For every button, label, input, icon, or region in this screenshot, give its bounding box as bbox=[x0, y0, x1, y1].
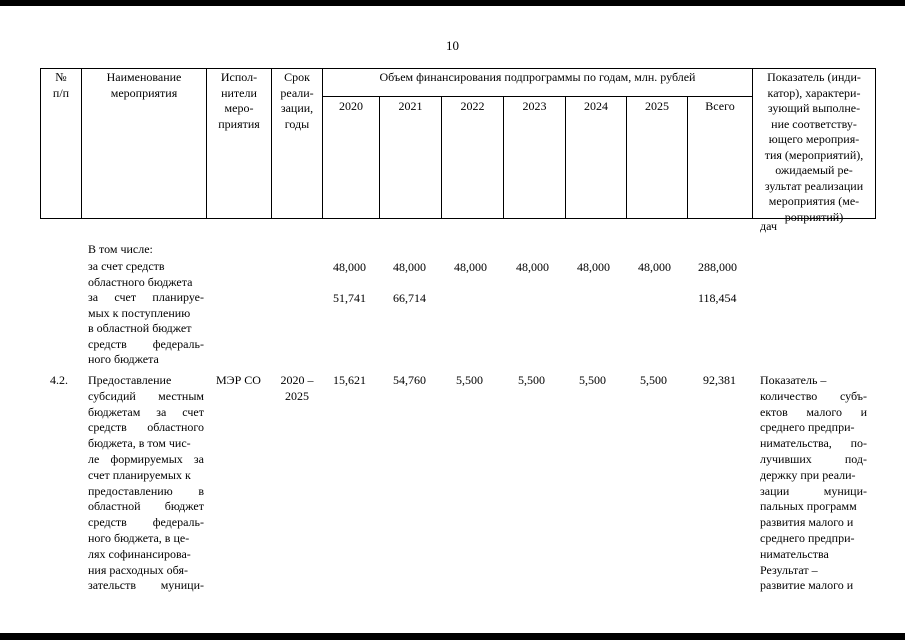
value-2023: 5,500 bbox=[518, 373, 545, 387]
top-border bbox=[0, 0, 905, 6]
value-2021: 54,760 bbox=[393, 373, 426, 387]
value-2021: 48,000 bbox=[393, 260, 426, 274]
header-year-2020: 2020 bbox=[339, 99, 363, 113]
intro-text: В том числе: bbox=[88, 242, 153, 256]
header-funding-title: Объем финансирования подпрограммы по годам, млн. рублей bbox=[379, 70, 696, 84]
value-total: 118,454 bbox=[698, 291, 737, 305]
value-2024: 48,000 bbox=[577, 260, 610, 274]
value-total: 288,000 bbox=[698, 260, 737, 274]
indicator-carry-over: дач bbox=[760, 219, 777, 233]
header-term: Срок реали- зации, годы bbox=[280, 70, 314, 131]
value-2023: 48,000 bbox=[516, 260, 549, 274]
header-executor: Испол- нители меро- приятия bbox=[218, 70, 260, 131]
header-num: № п/п bbox=[52, 70, 70, 100]
header-name: Наименование мероприятия bbox=[106, 70, 182, 100]
value-2022: 48,000 bbox=[454, 260, 487, 274]
item-name: Предоставление субсидий местным бюджетам за счет средств областного бюджета, в том чис- ле формируемых за счет планируемых к предоставлению в областной бюджет средств федераль- ного бюджета, в це- лях софинансирова- ния расходных обя- зательств муници- bbox=[88, 373, 204, 593]
value-2025: 5,500 bbox=[640, 373, 667, 387]
header-total: Всего bbox=[705, 99, 735, 113]
header-indicator: Показатель (инди- катор), характери- зующий выполне- ние соответству- ющего мероприя- тия (мероприятий), ожидаемый ре- зультат реализации мероприятия (ме- роприятий) bbox=[764, 70, 864, 224]
header-year-2021: 2021 bbox=[398, 99, 423, 113]
value-2020: 51,741 bbox=[333, 291, 366, 305]
value-2022: 5,500 bbox=[456, 373, 483, 387]
item-executor: МЭР СО bbox=[216, 373, 261, 387]
value-2024: 5,500 bbox=[579, 373, 606, 387]
header-year-2022: 2022 bbox=[460, 99, 485, 113]
item-term: 2020 – 2025 bbox=[280, 373, 314, 403]
header-year-2023: 2023 bbox=[522, 99, 547, 113]
row-name: за счет средств областного бюджета bbox=[88, 259, 193, 289]
value-2025: 48,000 bbox=[638, 260, 671, 274]
item-number: 4.2. bbox=[50, 373, 68, 387]
bottom-border bbox=[0, 633, 905, 640]
value-total: 92,381 bbox=[703, 373, 736, 387]
header-year-2024: 2024 bbox=[584, 99, 608, 113]
value-2021: 66,714 bbox=[393, 291, 426, 305]
value-2020: 48,000 bbox=[333, 260, 366, 274]
header-year-2025: 2025 bbox=[645, 99, 669, 113]
page-number: 10 bbox=[446, 38, 459, 53]
row-name: за счет планируе- мых к поступлению в областной бюджет средств федераль- ного бюджета bbox=[88, 290, 204, 366]
value-2020: 15,621 bbox=[333, 373, 366, 387]
item-indicator: Показатель – количество субъ- ектов малого и среднего предпри- нимательства, по- лучивших под- держку при реали- зации муници- пальных программ развития малого и среднего предпри- нимательства Результат – развитие малого и bbox=[760, 373, 867, 593]
